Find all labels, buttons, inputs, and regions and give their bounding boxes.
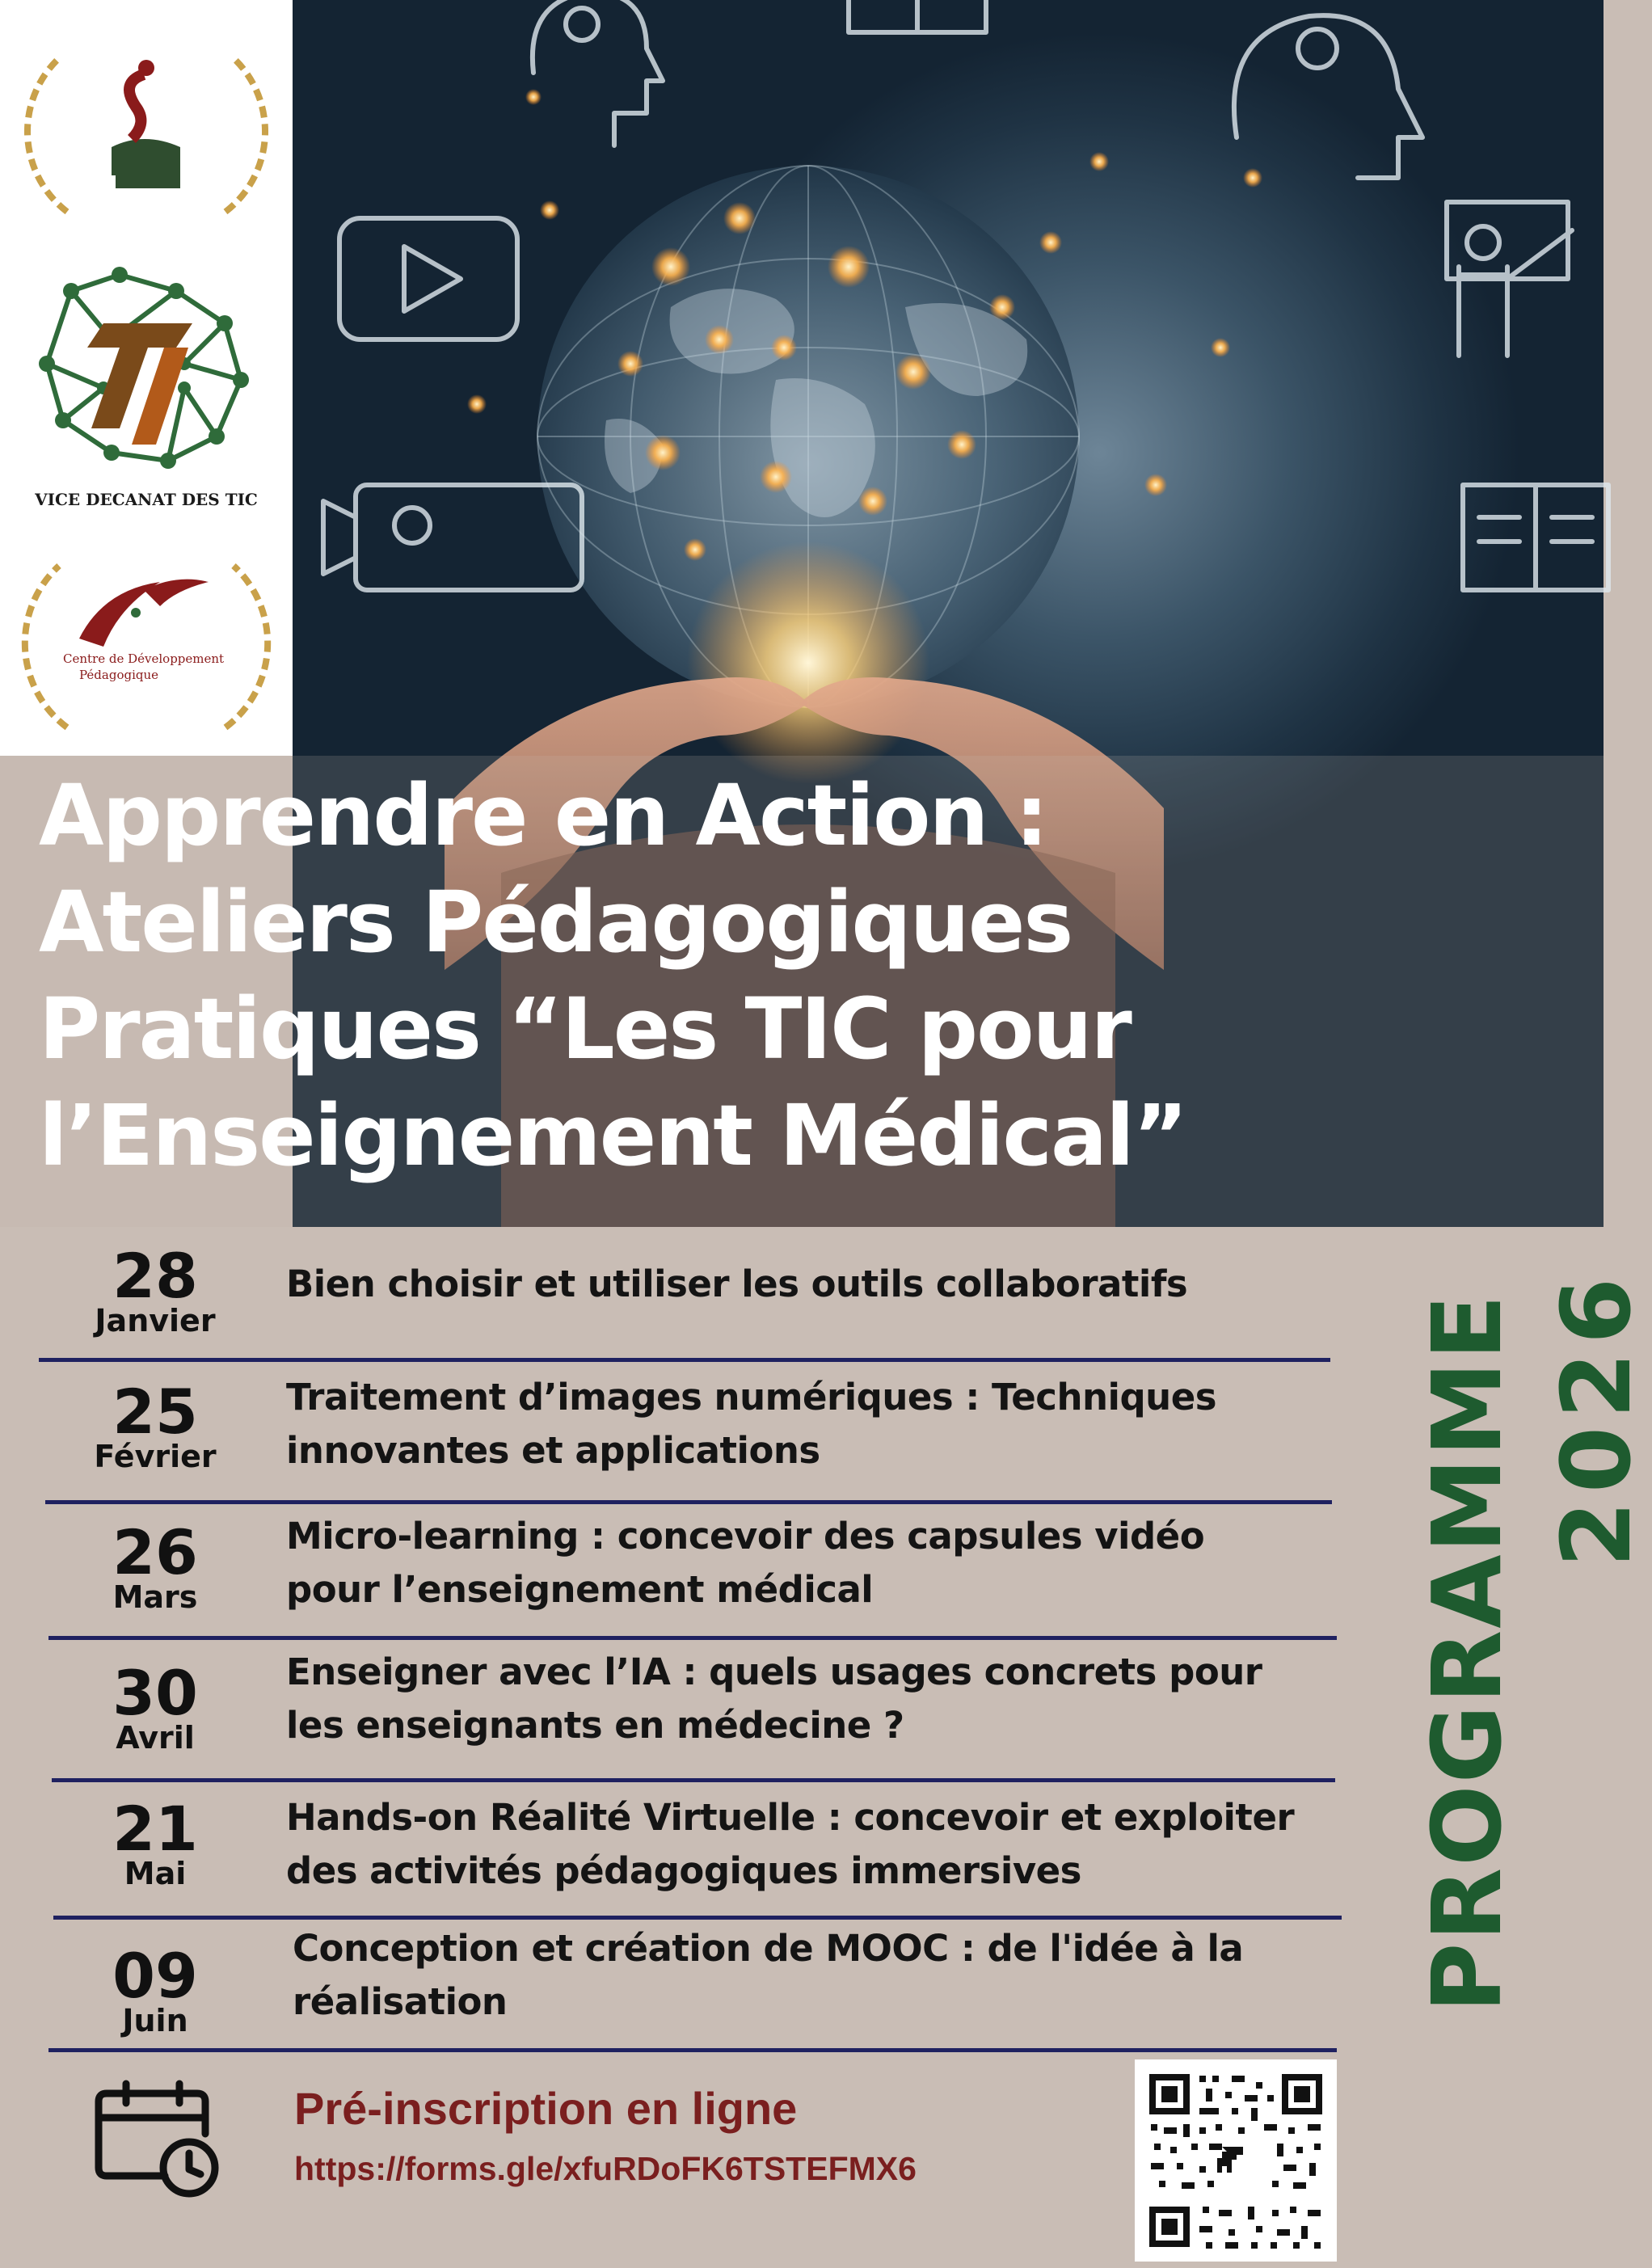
session-month: Janvier [95,1303,216,1338]
session-topic-line: réalisation [293,1980,508,2023]
session-topic [286,1371,1337,1478]
video-play-icon [339,218,517,339]
registration-link[interactable]: https://forms.gle/xfuRDoFK6TSTEFMX6 [294,2150,917,2187]
session-topic-line: innovantes et applications [286,1429,820,1472]
light-glow [687,542,929,784]
logos-column [0,0,293,756]
tic-logo-caption: VICE DECANAT DES TIC [35,490,258,509]
cdp-logo-text-line1: Centre de Développement [63,651,225,666]
program-list [0,1227,1342,2059]
head-lightbulb-icon [533,0,663,145]
title-line: Apprendre en Action : [39,766,1047,865]
qr-code[interactable] [1135,2059,1337,2262]
head-gear-icon [1234,15,1422,178]
session-topic-line: Conception et création de MOOC : de l'idée à la [293,1927,1244,1970]
session-topic [293,1922,1343,2029]
session-day: 28 [112,1240,198,1312]
session-day: 09 [112,1940,198,2012]
book-icon [849,0,986,32]
session-topic-line: des activités pédagogiques immersives [286,1849,1081,1892]
session-topic [286,1510,1337,1617]
title-line: l’Enseignement Médical” [39,1086,1187,1185]
session-day: 30 [112,1657,198,1729]
session-day: 21 [112,1793,198,1865]
session-topic-line: Hands-on Réalité Virtuelle : concevoir et exploiter [286,1796,1295,1839]
session-item [0,1227,1342,1363]
session-topic-line: Bien choisir et utiliser les outils collaboratifs [286,1263,1188,1305]
session-topic-line: Enseigner avec l’IA : quels usages concrets pour [286,1650,1262,1693]
video-camera-icon [323,485,582,590]
session-month: Juin [122,2003,188,2038]
programme-year: 2026 [1540,1269,1652,1568]
registration-title: Pré-inscription en ligne [294,2083,798,2134]
title-line: Ateliers Pédagogiques [39,873,1073,972]
session-date [42,1940,268,2038]
session-date [42,1376,268,1474]
session-item [0,1363,1342,1500]
open-book-icon [1463,485,1608,590]
vice-decanat-tic-logo [23,242,270,517]
teacher-board-icon [1447,202,1572,356]
session-topic-line: les enseignants en médecine ? [286,1704,904,1747]
centre-developpement-pedagogique-logo [23,517,270,756]
programme-label [1325,1245,1652,2061]
session-date [42,1240,268,1338]
session-day: 25 [112,1376,198,1448]
session-item [0,1919,1342,2059]
title-line: Pratiques “Les TIC pour [39,980,1131,1078]
session-topic-line: pour l’enseignement médical [286,1568,874,1611]
session-month: Mars [112,1579,198,1615]
main-title [39,762,1558,1189]
cdp-logo-text-line2: Pédagogique [79,668,159,682]
session-topic [286,1646,1337,1752]
session-day: 26 [112,1516,198,1588]
session-item [0,1781,1342,1919]
calendar-clock-icon [92,2079,221,2200]
session-month: Avril [116,1720,195,1756]
session-topic-line: Micro-learning : concevoir des capsules vidéo [286,1515,1205,1558]
session-date [42,1516,268,1615]
title-band [0,756,1604,1227]
divider [39,1358,1330,1362]
session-month: Mai [124,1856,187,1891]
session-item [0,1503,1342,1639]
divider [48,2048,1337,2052]
session-date [42,1793,268,1891]
session-topic-line: Traitement d’images numériques : Techniques [286,1376,1217,1419]
session-date [42,1657,268,1756]
session-topic [286,1258,1337,1311]
session-item [0,1639,1342,1777]
session-month: Février [94,1439,217,1474]
faculty-medicine-sousse-logo [23,10,270,244]
programme-word: PROGRAMME [1411,1292,1523,2013]
session-topic [286,1791,1337,1898]
